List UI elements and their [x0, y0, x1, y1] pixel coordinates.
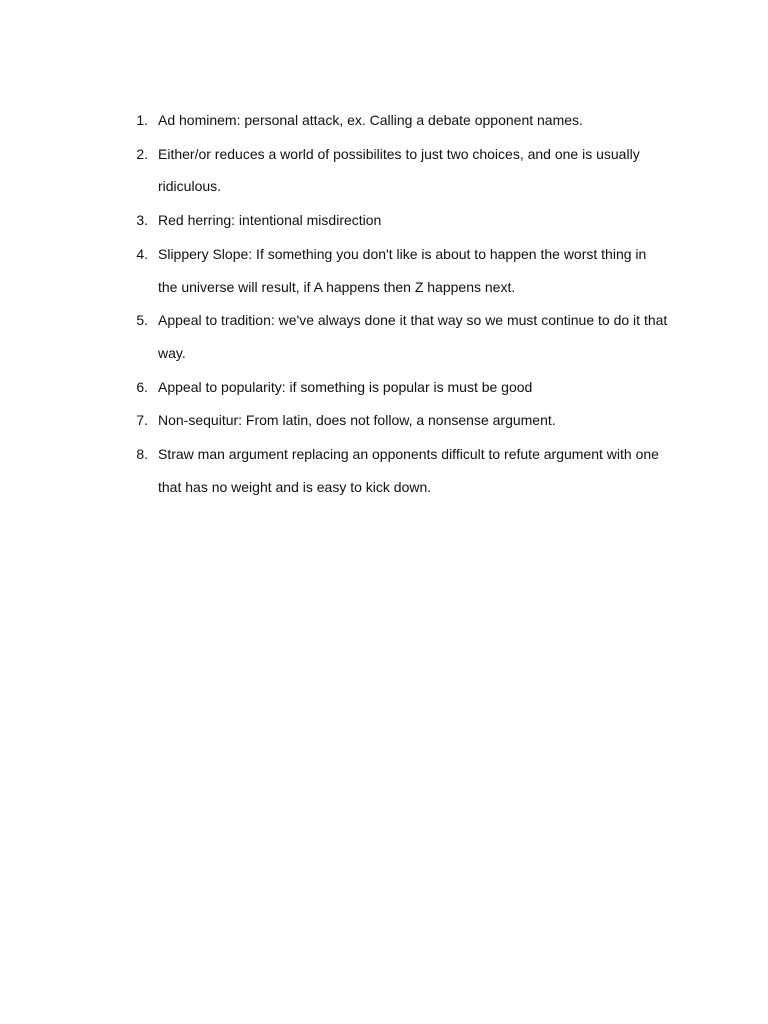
list-item — [0, 204, 768, 237]
list-number: 4. — [136, 245, 148, 262]
list-text: Appeal to popularity: if something is popular is must be good — [158, 378, 533, 395]
list-item — [0, 438, 768, 503]
list-number: 2. — [136, 145, 148, 162]
list-number: 3. — [136, 212, 148, 229]
list-item — [0, 404, 768, 437]
list-item — [0, 104, 768, 137]
list-item — [0, 238, 768, 303]
list-text: Red herring: intentional misdirection — [158, 212, 382, 229]
list-number: 1. — [136, 112, 148, 128]
list-text: Non-sequitur: From latin, does not follow, a nonsense argument. — [158, 412, 556, 429]
list-text: Appeal to tradition: we've always done it that way so we must continue to do it that way. — [158, 312, 668, 361]
list-item — [0, 371, 768, 404]
list-number: 8. — [136, 446, 148, 463]
list-number: 6. — [136, 378, 148, 395]
list-item — [0, 138, 768, 203]
fallacy-list — [0, 104, 768, 504]
list-text: Either/or reduces a world of possibilites to just two choices, and one is usually ridiculous. — [158, 145, 640, 195]
list-number: 7. — [136, 412, 148, 429]
list-text: Slippery Slope: If something you don't like is about to happen the worst thing in the universe will result, if A happens then Z happens next. — [158, 245, 647, 295]
list-number: 5. — [136, 312, 148, 329]
list-text: Straw man argument replacing an opponents difficult to refute argument with one that has no weight and is easy to kick down. — [158, 446, 659, 495]
list-item — [0, 304, 768, 369]
list-text: Ad hominem: personal attack, ex. Calling a debate opponent names. — [158, 112, 583, 128]
